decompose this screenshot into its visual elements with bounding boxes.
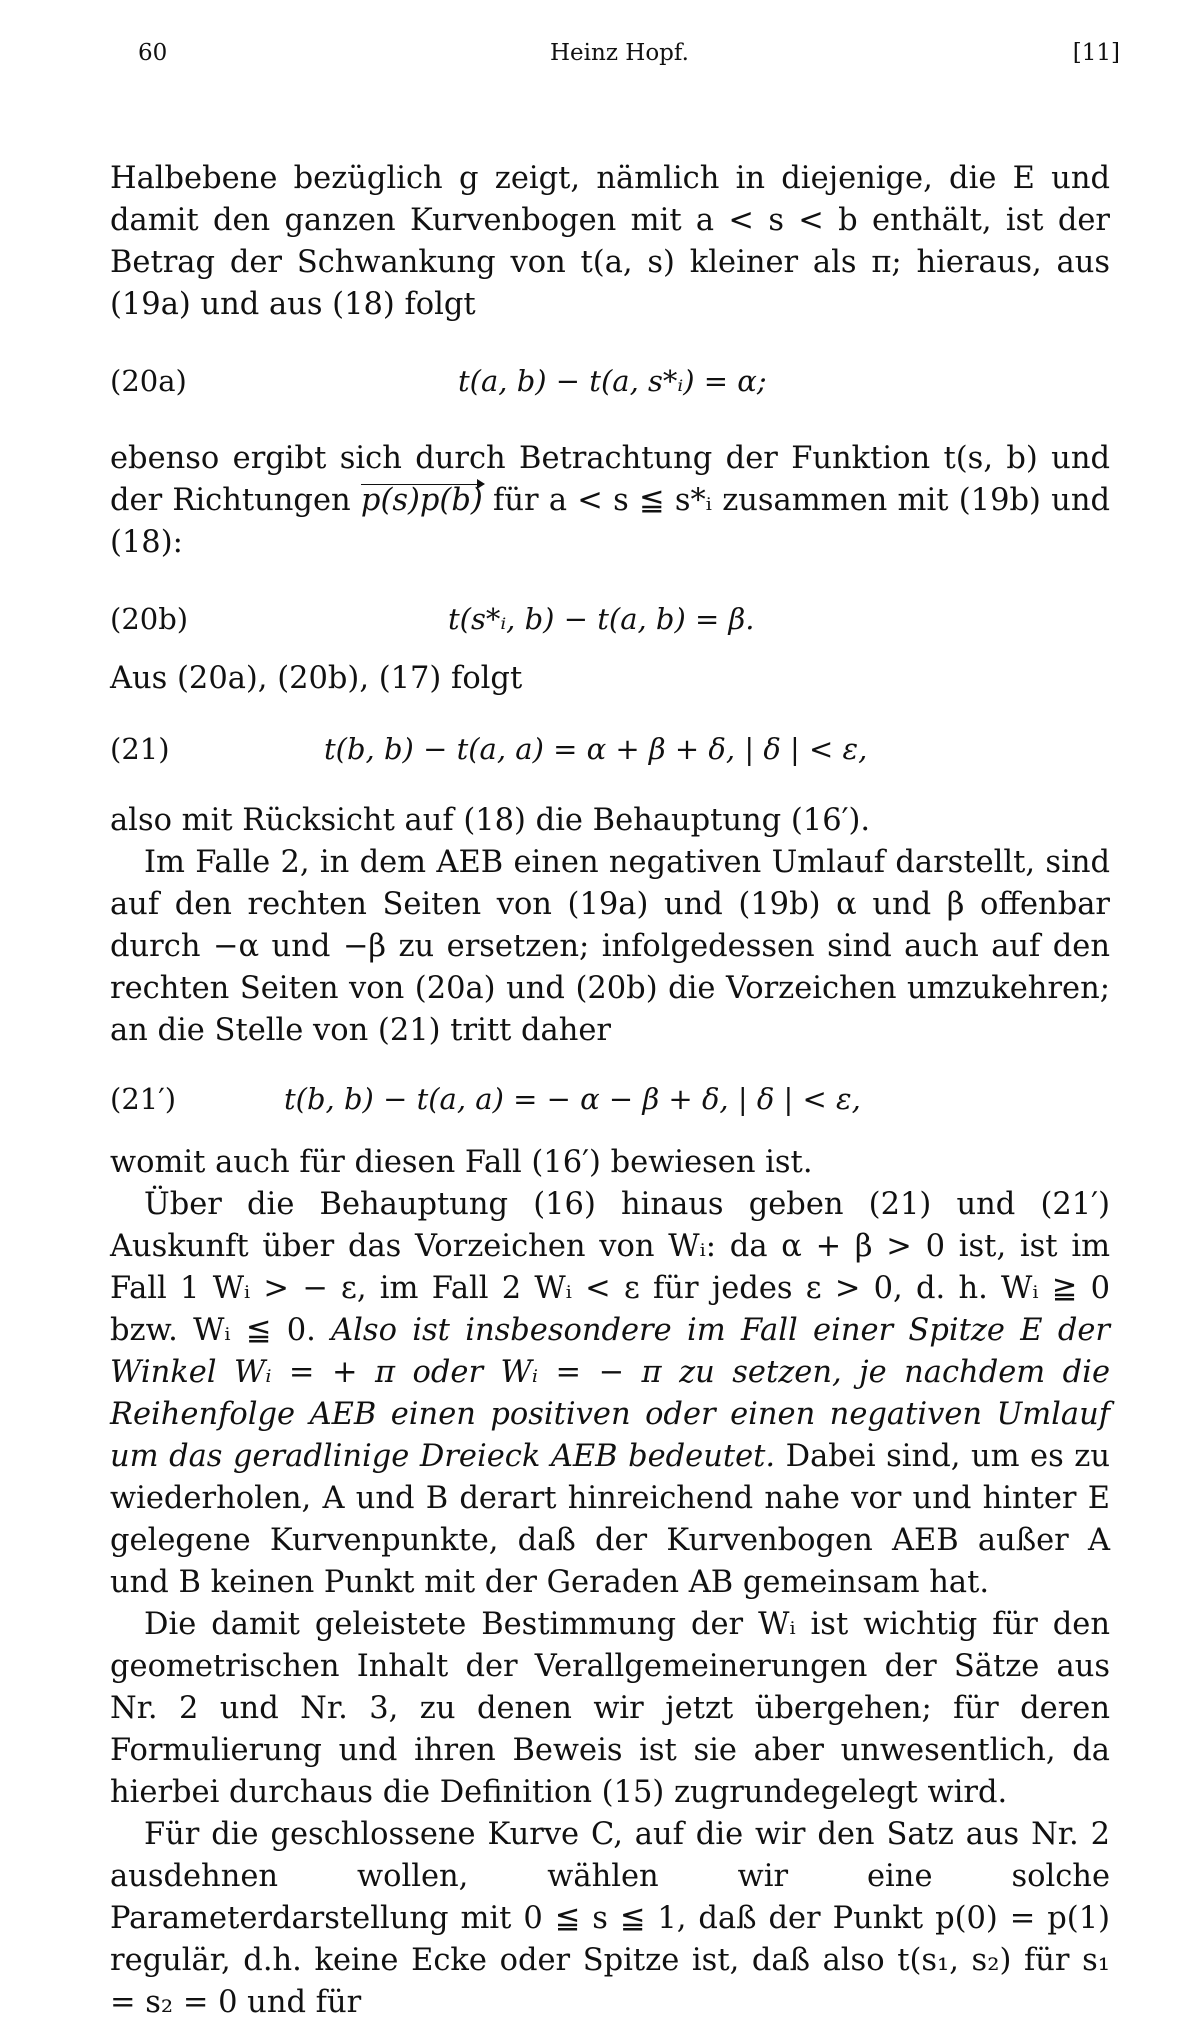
paragraph-6: womit auch für diesen Fall (16′) bewiesen ist. — [110, 1145, 813, 1180]
paragraph-7 — [110, 1184, 1110, 1604]
equation-tag: (20a) — [110, 364, 187, 398]
paragraph-4: also mit Rücksicht auf (18) die Behauptung (16′). — [110, 803, 871, 838]
equation-20b — [110, 598, 1110, 640]
section-number: [11] — [1072, 40, 1120, 66]
paragraph-2-text-after: für a < s ≦ s*ᵢ zusammen mit (19b) und (18): — [110, 483, 1110, 560]
equation-21-prime — [110, 1078, 1110, 1120]
paragraph-7-italic: Also ist insbesondere im Fall einer Spitze E der Winkel Wᵢ = + π oder Wᵢ = − π zu setzen, je nachdem die Reihenfolge AEB einen positiven oder einen negativen Umlauf um das geradlinige Dreieck AEB bedeutet. — [110, 1313, 1110, 1474]
equation-formula: t(b, b) − t(a, a) = α + β + δ, | δ | < ε, — [324, 732, 868, 766]
equation-tag: (21) — [110, 732, 170, 766]
vector-arrow: p(s)p(b) — [360, 483, 483, 518]
paragraph-5: Im Falle 2, in dem AEB einen negativen Umlauf darstellt, sind auf den rechten Seiten von (19a) und (19b) α und β offenbar durch −α und −β zu ersetzen; infolgedessen sind auch auf den rechten Seiten von (20a) und (20b) die Vorzeichen umzukehren; an die Stelle von (21) tritt daher — [110, 845, 1110, 1048]
paragraph-1: Halbebene bezüglich g zeigt, nämlich in diejenige, die E und damit den ganzen Kurvenbogen mit a < s < b enthält, ist der Betrag der Schwankung von t(a, s) kleiner als π; hieraus, aus (19a) und aus (18) folgt — [110, 161, 1110, 322]
running-head — [110, 40, 1120, 80]
page-number: 60 — [138, 40, 168, 66]
paragraph-3: Aus (20a), (20b), (17) folgt — [110, 661, 523, 696]
paragraph-2 — [110, 438, 1110, 564]
paragraph-2-text-before: ebenso ergibt sich durch Betrachtung der Funktion t(s, b) und der Richtungen — [110, 441, 1110, 518]
page — [110, 40, 1120, 2024]
equation-tag: (20b) — [110, 602, 189, 636]
paragraph-7-start: Über die Behauptung (16) hinaus geben (21) und (21′) Auskunft über das Vorzeichen von Wᵢ: da α + β > 0 ist, ist im Fall 1 Wᵢ > − ε, im Fall 2 Wᵢ < ε für jedes ε > 0, d. h. Wᵢ ≧ 0 bzw. Wᵢ ≦ 0. — [110, 1187, 1110, 1348]
paragraph-8: Die damit geleistete Bestimmung der Wᵢ ist wichtig für den geometrischen Inhalt der Verallgemeinerungen der Sätze aus Nr. 2 und Nr. 3, zu denen wir jetzt übergehen; für deren Formulierung und ihren Beweis ist sie aber unwesentlich, da hierbei durchaus die Definition (15) zugrundegelegt wird. — [110, 1607, 1110, 1810]
equation-tag: (21′) — [110, 1082, 177, 1116]
equation-formula: t(s*ᵢ, b) − t(a, b) = β. — [448, 602, 755, 636]
paragraph-9: Für die geschlossene Kurve C, auf die wir den Satz aus Nr. 2 ausdehnen wollen, wählen wir eine solche Parameterdarstellung mit 0 ≦ s ≦ 1, daß der Punkt p(0) = p(1) regulär, d.h. keine Ecke oder Spitze ist, daß also t(s₁, s₂) für s₁ = s₂ = 0 und für — [110, 1817, 1110, 2020]
paragraph-7-end: Dabei sind, um es zu wiederholen, A und B derart hinreichend nahe vor und hinter E gelegene Kurvenpunkte, daß der Kurvenbogen AEB außer A und B keinen Punkt mit der Geraden AB gemeinsam hat. — [110, 1439, 1110, 1600]
equation-21 — [110, 728, 1110, 770]
equation-20a — [110, 360, 1110, 402]
equation-formula: t(a, b) − t(a, s*ᵢ) = α; — [458, 364, 767, 398]
running-head-author: Heinz Hopf. — [550, 40, 689, 66]
equation-formula: t(b, b) − t(a, a) = − α − β + δ, | δ | < ε, — [284, 1082, 861, 1116]
